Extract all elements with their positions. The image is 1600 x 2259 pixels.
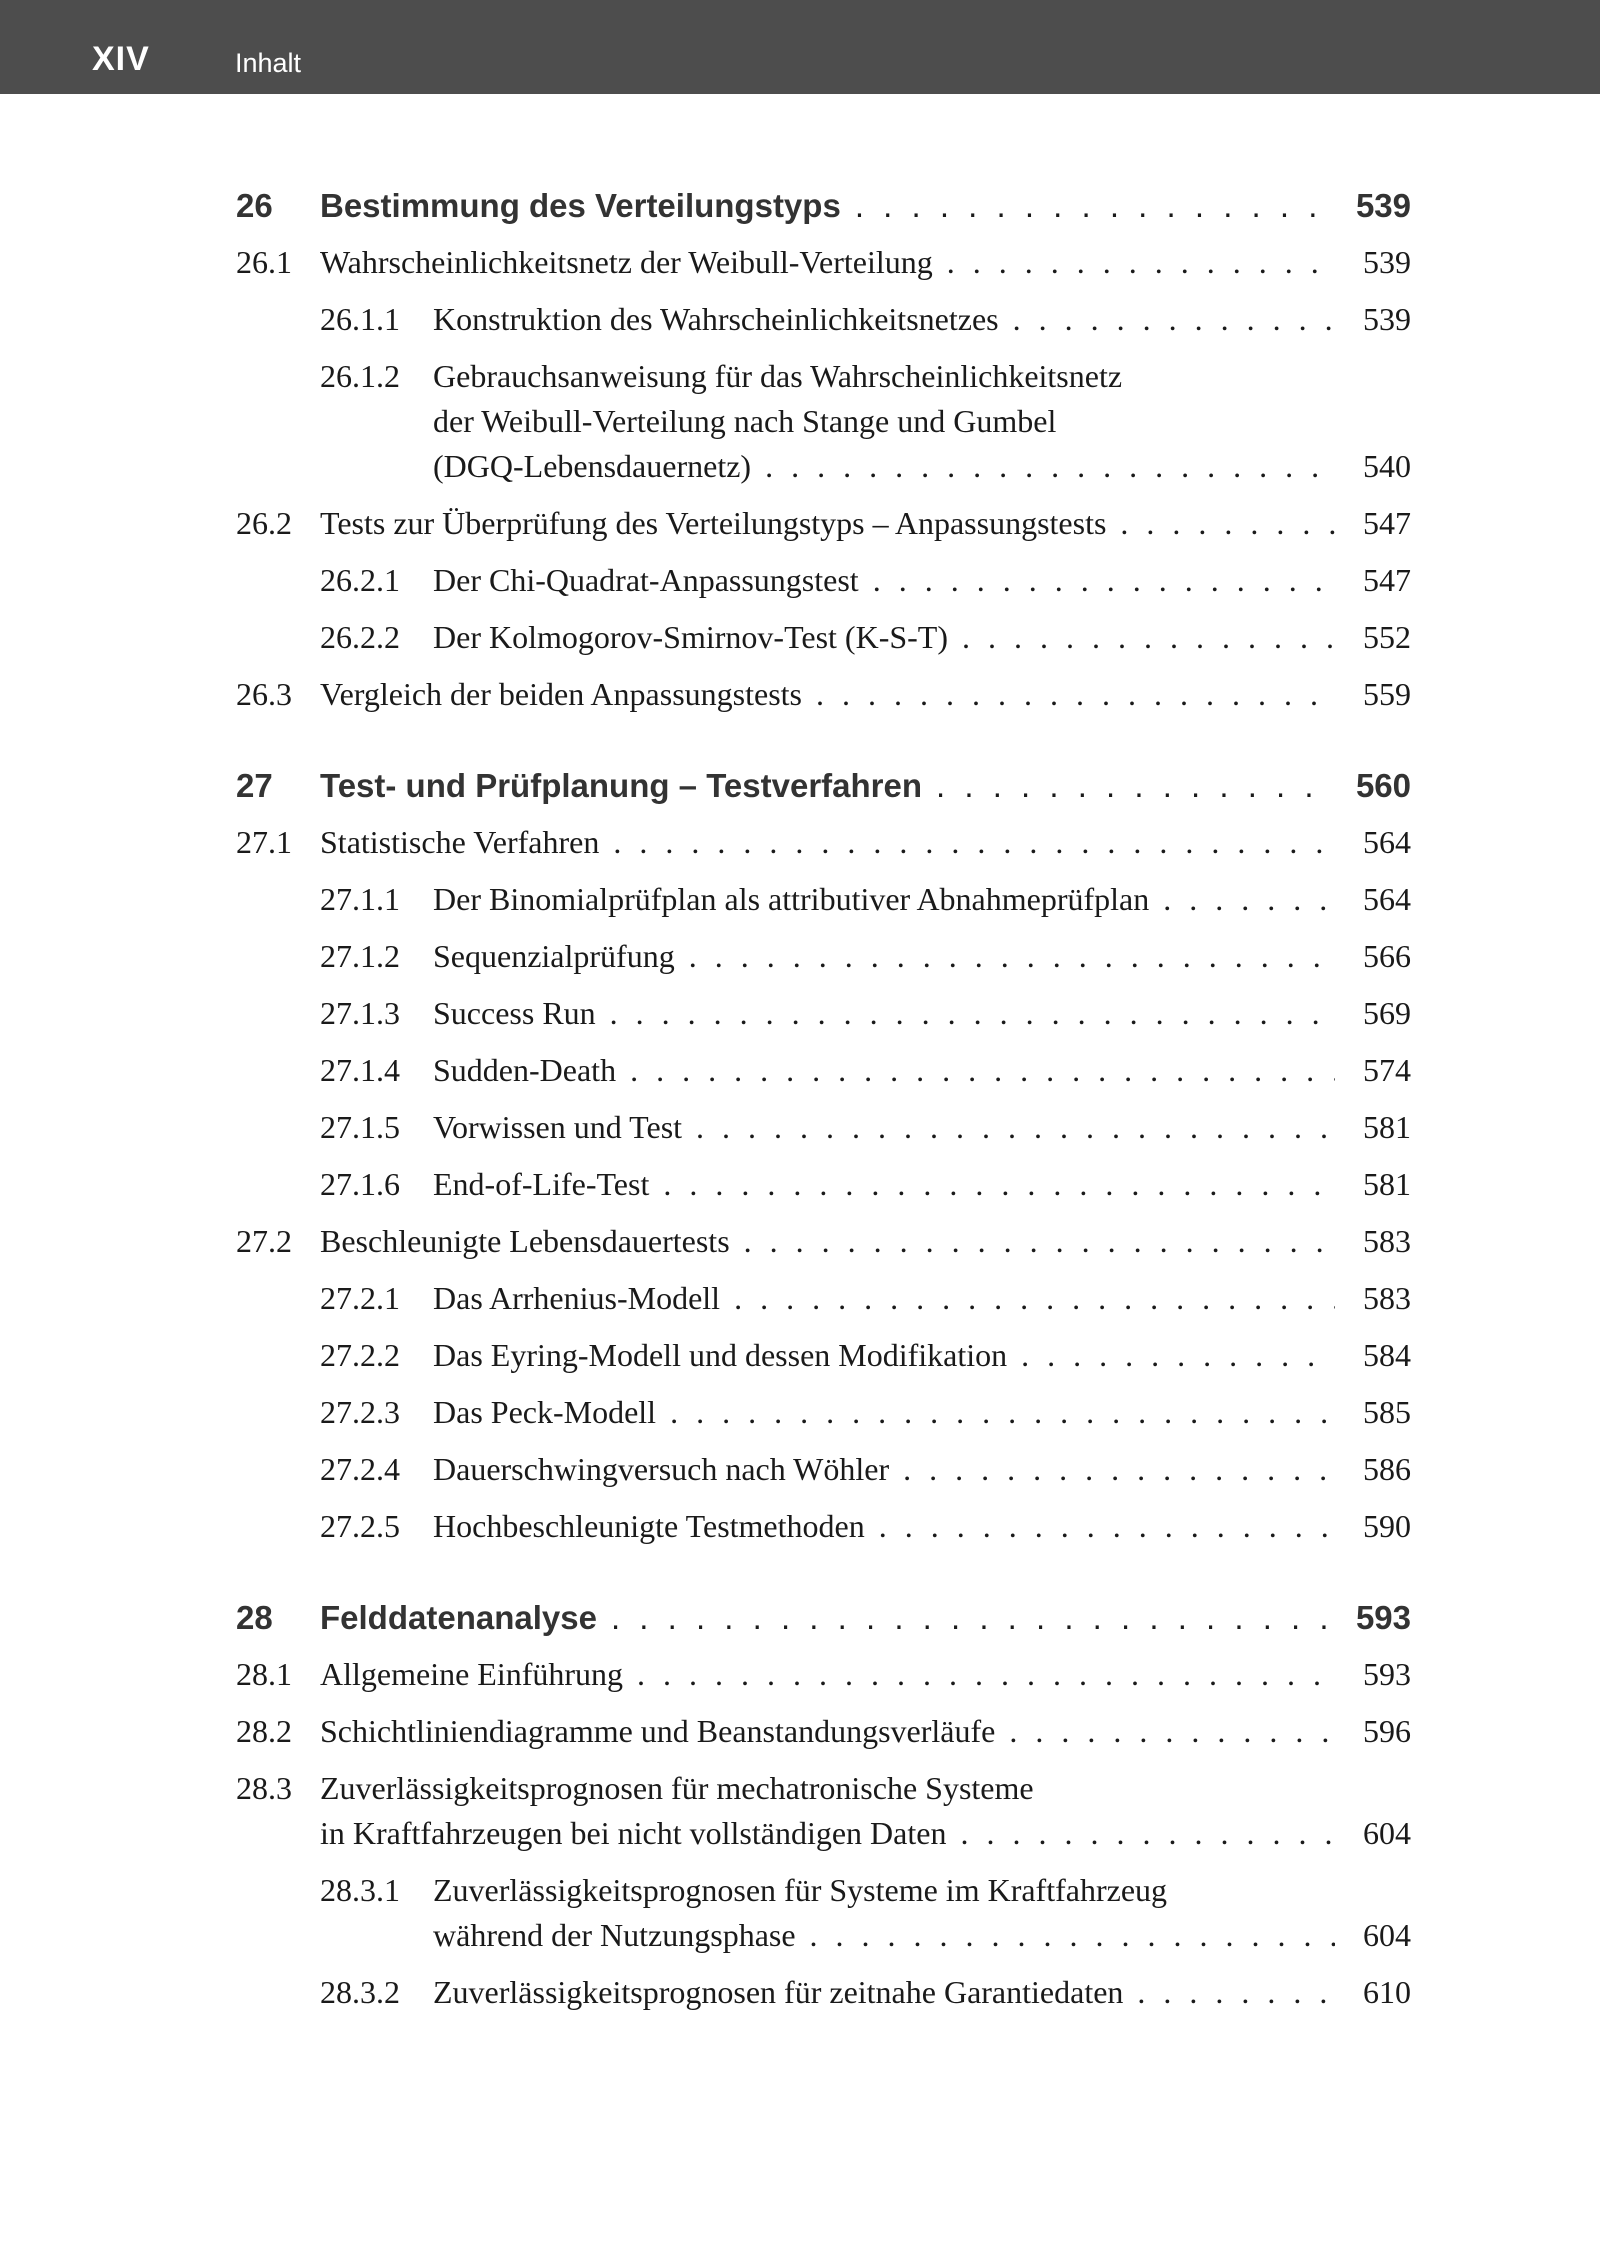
dot-leader	[1009, 1713, 1335, 1750]
toc-entry-number: 28.3	[236, 1770, 292, 1806]
dot-leader	[903, 1451, 1335, 1488]
toc-entry-number: 27.1.3	[320, 995, 400, 1031]
toc-entry-number: 27.2.2	[320, 1337, 400, 1373]
toc-entry-title: End-of-Life-Test	[433, 1166, 650, 1202]
toc-entry-title: Das Arrhenius-Modell	[433, 1280, 721, 1316]
dot-leader	[1120, 505, 1335, 542]
toc-entry-page: 547	[1363, 562, 1411, 598]
toc-entry-title: Zuverlässigkeitsprognosen für zeitnahe Garantiedaten	[433, 1974, 1124, 2010]
toc-entry-title: Felddatenanalyse	[320, 1599, 597, 1636]
toc-entry-title: in Kraftfahrzeugen bei nicht vollständigen Daten	[320, 1815, 947, 1851]
toc-entry-number: 27.2.1	[320, 1280, 400, 1316]
toc-entry-title: Der Binomialprüfplan als attributiver Abnahmeprüfplan	[433, 881, 1150, 917]
toc-entry-title: Zuverlässigkeitsprognosen für mechatronische Systeme	[320, 1770, 1034, 1806]
toc-entry-number: 26.2.2	[320, 619, 400, 655]
toc-entry-title: Vergleich der beiden Anpassungstests	[320, 676, 802, 712]
dot-leader	[936, 767, 1335, 805]
toc-entry-page: 586	[1363, 1451, 1411, 1487]
toc-entry-title: Statistische Verfahren	[320, 824, 600, 860]
toc-entry-number: 27.2.4	[320, 1451, 400, 1487]
toc-entry-page: 583	[1363, 1223, 1411, 1259]
toc-entry-title: Zuverlässigkeitsprognosen für Systeme im Kraftfahrzeug	[433, 1872, 1168, 1908]
toc-entry-page: 539	[1355, 187, 1411, 224]
toc-entry-page: 581	[1363, 1109, 1411, 1145]
toc-entry-page: 564	[1363, 824, 1411, 860]
toc-entry-title: Tests zur Überprüfung des Verteilungstyps – Anpassungstests	[320, 505, 1107, 541]
toc-entry-number: 27.2.3	[320, 1394, 400, 1430]
toc-entry-number: 27.2	[236, 1223, 292, 1259]
toc-entry-page: 610	[1363, 1974, 1411, 2010]
toc-entry-page: 604	[1363, 1815, 1411, 1851]
toc-entry-page: 547	[1363, 505, 1411, 541]
toc-entry-title: Der Kolmogorov-Smirnov-Test (K-S-T)	[433, 619, 948, 655]
toc-entry-number: 26.1.2	[320, 358, 400, 394]
toc-entry-page: 564	[1363, 881, 1411, 917]
dot-leader	[873, 562, 1335, 599]
toc-entry-page: 539	[1363, 244, 1411, 280]
dot-leader	[613, 824, 1335, 861]
toc-entry-page: 540	[1363, 448, 1411, 484]
page-number: XIV	[92, 40, 150, 78]
dot-leader	[696, 1109, 1335, 1146]
dot-leader	[960, 1815, 1335, 1852]
toc-entry-number: 28.3.1	[320, 1872, 400, 1908]
toc-entry-number: 26.1.1	[320, 301, 400, 337]
toc-entry-title: Success Run	[433, 995, 596, 1031]
dot-leader	[670, 1394, 1335, 1431]
toc-entry-number: 27	[236, 767, 273, 804]
toc-entry-title: Vorwissen und Test	[433, 1109, 683, 1145]
toc-entry-page: 590	[1363, 1508, 1411, 1544]
dot-leader	[947, 244, 1335, 281]
toc-entry-title: Der Chi-Quadrat-Anpassungstest	[433, 562, 859, 598]
dot-leader	[663, 1166, 1335, 1203]
toc-entry-title: Sequenzialprüfung	[433, 938, 675, 974]
dot-leader	[765, 448, 1335, 485]
toc-entry-title: Wahrscheinlichkeitsnetz der Weibull-Verteilung	[320, 244, 933, 280]
dot-leader	[879, 1508, 1335, 1545]
toc-entry-title: (DGQ-Lebensdauernetz)	[433, 448, 752, 484]
dot-leader	[1021, 1337, 1335, 1374]
toc-entry-page: 584	[1363, 1337, 1411, 1373]
toc-entry-title: Gebrauchsanweisung für das Wahrscheinlichkeitsnetz	[433, 358, 1123, 394]
dot-leader	[610, 995, 1335, 1032]
toc-entry-page: 552	[1363, 619, 1411, 655]
toc-entry-page: 593	[1355, 1599, 1411, 1636]
toc-entry-page: 585	[1363, 1394, 1411, 1430]
toc-entry-page: 559	[1363, 676, 1411, 712]
toc-entry-number: 26.2	[236, 505, 292, 541]
dot-leader	[637, 1656, 1335, 1693]
toc-entry-number: 27.1	[236, 824, 292, 860]
toc-entry-page: 581	[1363, 1166, 1411, 1202]
dot-leader	[689, 938, 1335, 975]
toc-entry-page: 593	[1363, 1656, 1411, 1692]
toc-entry-title: Das Eyring-Modell und dessen Modifikation	[433, 1337, 1008, 1373]
toc-entry-title: Konstruktion des Wahrscheinlichkeitsnetzes	[433, 301, 999, 337]
toc-entry-number: 27.1.5	[320, 1109, 400, 1145]
toc-entry-title: Beschleunigte Lebensdauertests	[320, 1223, 730, 1259]
dot-leader	[1013, 301, 1335, 338]
toc-entry-page: 583	[1363, 1280, 1411, 1316]
toc-entry-title: der Weibull-Verteilung nach Stange und Gumbel	[433, 403, 1057, 439]
toc-entry-title: Dauerschwingversuch nach Wöhler	[433, 1451, 890, 1487]
toc-entry-number: 26.1	[236, 244, 292, 280]
toc-entry-number: 27.1.1	[320, 881, 400, 917]
toc-entry-page: 596	[1363, 1713, 1411, 1749]
toc-entry-page: 574	[1363, 1052, 1411, 1088]
page-header	[0, 0, 1600, 94]
toc-entry-number: 26	[236, 187, 273, 224]
dot-leader	[611, 1599, 1335, 1637]
toc-entry-number: 27.1.4	[320, 1052, 400, 1088]
dot-leader	[1137, 1974, 1335, 2011]
toc-entry-number: 27.1.2	[320, 938, 400, 974]
dot-leader	[1163, 881, 1335, 918]
toc-entry-title: Sudden-Death	[433, 1052, 617, 1088]
toc-entry-title: Schichtliniendiagramme und Beanstandungsverläufe	[320, 1713, 996, 1749]
running-head: Inhalt	[235, 48, 302, 78]
dot-leader	[855, 187, 1335, 225]
toc-entry-page: 569	[1363, 995, 1411, 1031]
toc-entry-number: 28.2	[236, 1713, 292, 1749]
toc-entry-page: 604	[1363, 1917, 1411, 1953]
toc-entry-page: 566	[1363, 938, 1411, 974]
toc-entry-title: Das Peck-Modell	[433, 1394, 657, 1430]
toc-entry-title: Hochbeschleunigte Testmethoden	[433, 1508, 865, 1544]
toc-entry-title: Test- und Prüfplanung – Testverfahren	[320, 767, 923, 804]
dot-leader	[734, 1280, 1335, 1317]
toc-entry-number: 27.2.5	[320, 1508, 400, 1544]
dot-leader	[816, 676, 1335, 713]
dot-leader	[962, 619, 1335, 656]
toc-entry-number: 28.3.2	[320, 1974, 400, 2010]
toc-entry-number: 26.2.1	[320, 562, 400, 598]
toc-entry-number: 27.1.6	[320, 1166, 400, 1202]
toc-entry-title: Allgemeine Einführung	[320, 1656, 624, 1692]
toc-entry-number: 28.1	[236, 1656, 292, 1692]
toc-entry-number: 28	[236, 1599, 273, 1636]
toc-entry-page: 560	[1355, 767, 1411, 804]
toc-entry-number: 26.3	[236, 676, 292, 712]
dot-leader	[630, 1052, 1335, 1089]
toc-entry-title: Bestimmung des Verteilungstyps	[320, 187, 841, 224]
dot-leader	[810, 1917, 1335, 1954]
toc-entry-page: 539	[1363, 301, 1411, 337]
toc-entry-title: während der Nutzungsphase	[433, 1917, 796, 1953]
dot-leader	[744, 1223, 1335, 1260]
